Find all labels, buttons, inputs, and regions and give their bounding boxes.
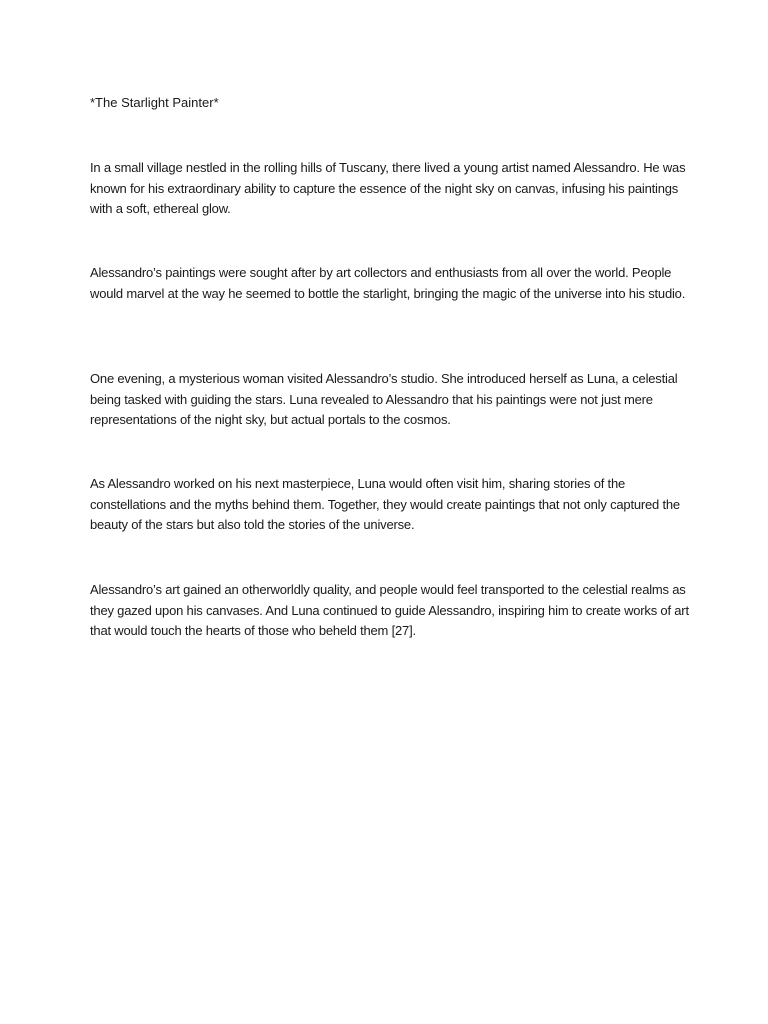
paragraph-4: As Alessandro worked on his next masterpiece, Luna would often visit him, sharing stories of the constellations and the myths behind them. Together, they would create paintings that not only captured the beauty of the stars but also told the stories of the universe.	[90, 476, 680, 532]
document-title: *The Starlight Painter*	[90, 95, 219, 110]
paragraph-3: One evening, a mysterious woman visited Alessandro’s studio. She introduced herself as Luna, a celestial being tasked with guiding the stars. Luna revealed to Alessandro that his paintings were not just mere representations of the night sky, but actual portals to the cosmos.	[90, 371, 678, 427]
paragraph-2: Alessandro’s paintings were sought after by art collectors and enthusiasts from all over the world. People would marvel at the way he seemed to bottle the starlight, bringing the magic of the universe into his studio.	[90, 265, 686, 301]
paragraph-5: Alessandro’s art gained an otherworldly quality, and people would feel transported to the celestial realms as they gazed upon his canvases. And Luna continued to guide Alessandro, inspiring him to create works of art that would touch the hearts of those who beheld them [27].	[90, 582, 689, 638]
paragraph-1: In a small village nestled in the rolling hills of Tuscany, there lived a young artist named Alessandro. He was known for his extraordinary ability to capture the essence of the night sky on canvas, infusing his paintings with a soft, ethereal glow.	[90, 160, 686, 216]
